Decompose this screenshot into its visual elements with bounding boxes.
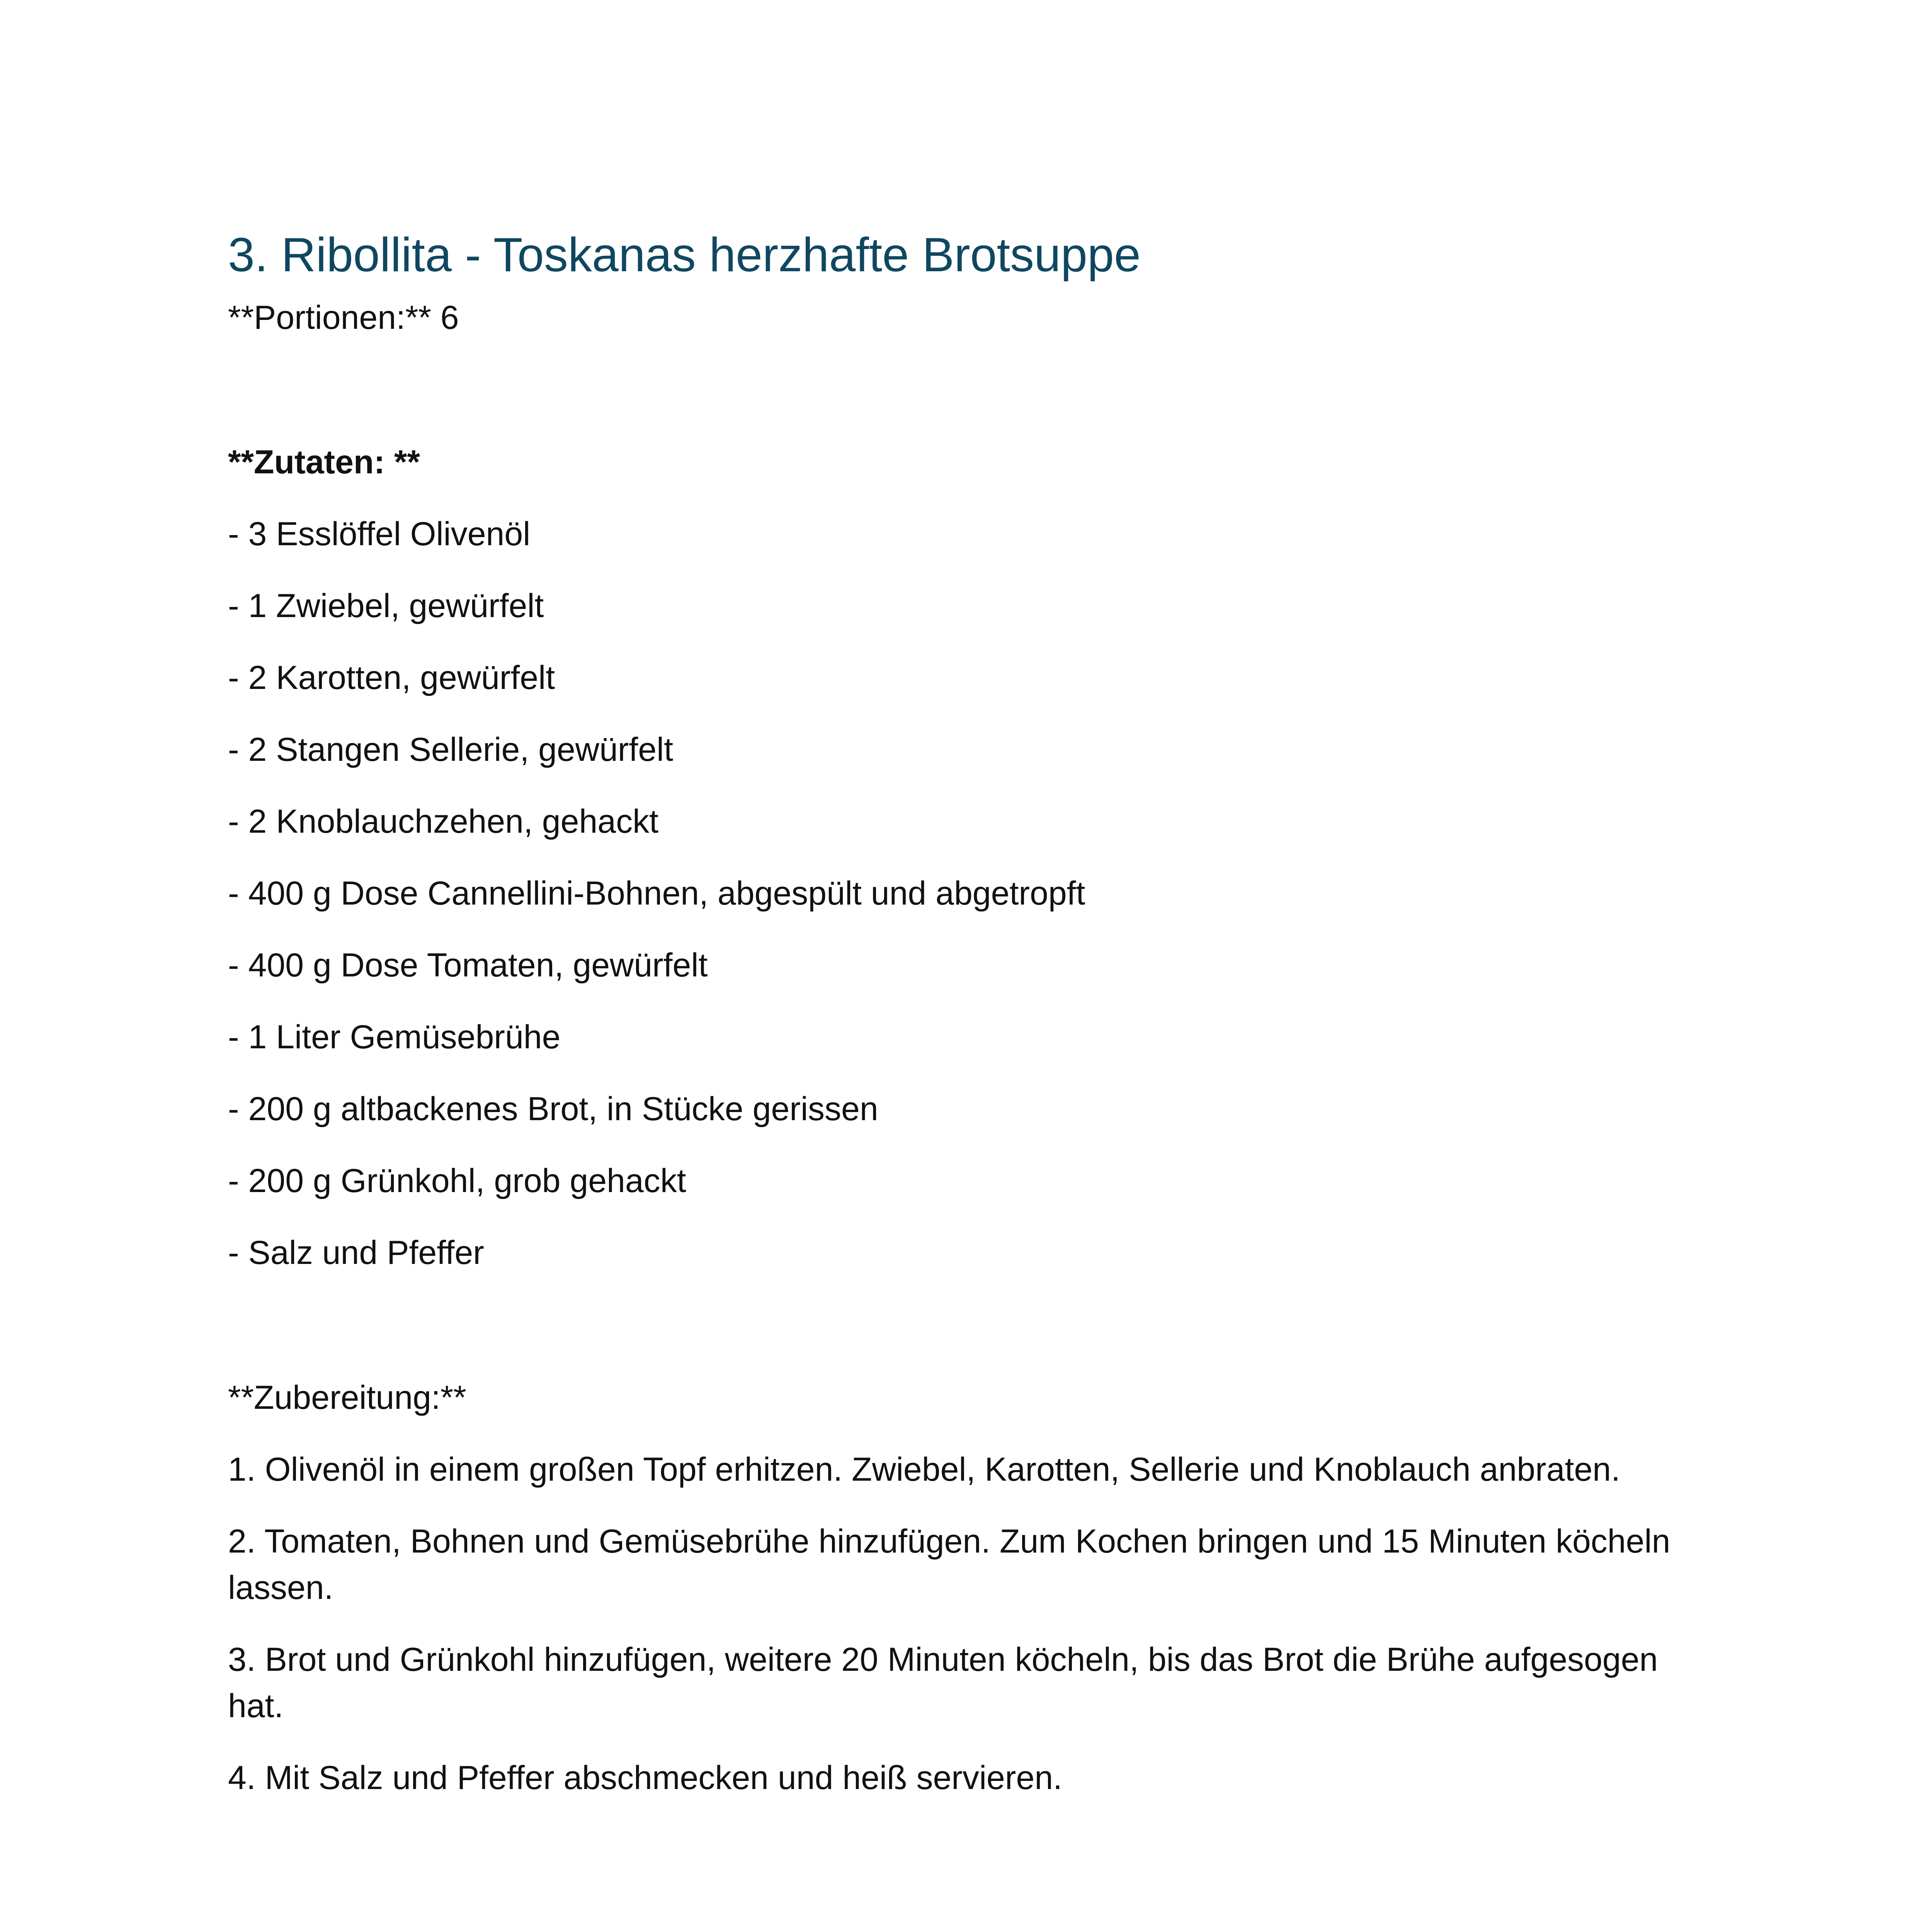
- ingredient-item: - 400 g Dose Tomaten, gewürfelt: [228, 947, 708, 984]
- preparation-step: 2. Tomaten, Bohnen und Gemüsebrühe hinzufügen. Zum Kochen bringen und 15 Minuten köcheln lassen.: [228, 1523, 1670, 1606]
- preparation-steps-list: [228, 1446, 1696, 1801]
- preparation-step: 4. Mit Salz und Pfeffer abschmecken und heiß servieren.: [228, 1759, 1063, 1796]
- ingredient-item: - 400 g Dose Cannellini-Bohnen, abgespült und abgetropft: [228, 875, 1085, 912]
- ingredients-list: [228, 511, 1696, 1276]
- preparation-heading: **Zubereitung:**: [228, 1379, 466, 1416]
- ingredients-heading: **Zutaten: **: [228, 444, 420, 481]
- ingredient-item: - 2 Knoblauchzehen, gehackt: [228, 803, 659, 840]
- ingredient-item: - 3 Esslöffel Olivenöl: [228, 515, 531, 553]
- ingredient-item: - 200 g altbackenes Brot, in Stücke gerissen: [228, 1090, 878, 1128]
- ingredient-item: - 1 Zwiebel, gewürfelt: [228, 587, 544, 624]
- ingredient-item: - 1 Liter Gemüsebrühe: [228, 1019, 561, 1056]
- ingredient-item: - 200 g Grünkohl, grob gehackt: [228, 1162, 686, 1199]
- preparation-step: 1. Olivenöl in einem großen Topf erhitzen. Zwiebel, Karotten, Sellerie und Knoblauch anbraten.: [228, 1451, 1621, 1488]
- ingredient-item: - Salz und Pfeffer: [228, 1234, 484, 1271]
- recipe-content: [228, 224, 1696, 1801]
- ingredient-item: - 2 Stangen Sellerie, gewürfelt: [228, 731, 674, 768]
- preparation-step: 3. Brot und Grünkohl hinzufügen, weitere 20 Minuten köcheln, bis das Brot die Brühe aufgesogen hat.: [228, 1641, 1658, 1725]
- recipe-title: 3. Ribollita - Toskanas herzhafte Brotsuppe: [228, 228, 1141, 282]
- ingredient-item: - 2 Karotten, gewürfelt: [228, 659, 555, 696]
- portions-line: **Portionen:** 6: [228, 299, 459, 336]
